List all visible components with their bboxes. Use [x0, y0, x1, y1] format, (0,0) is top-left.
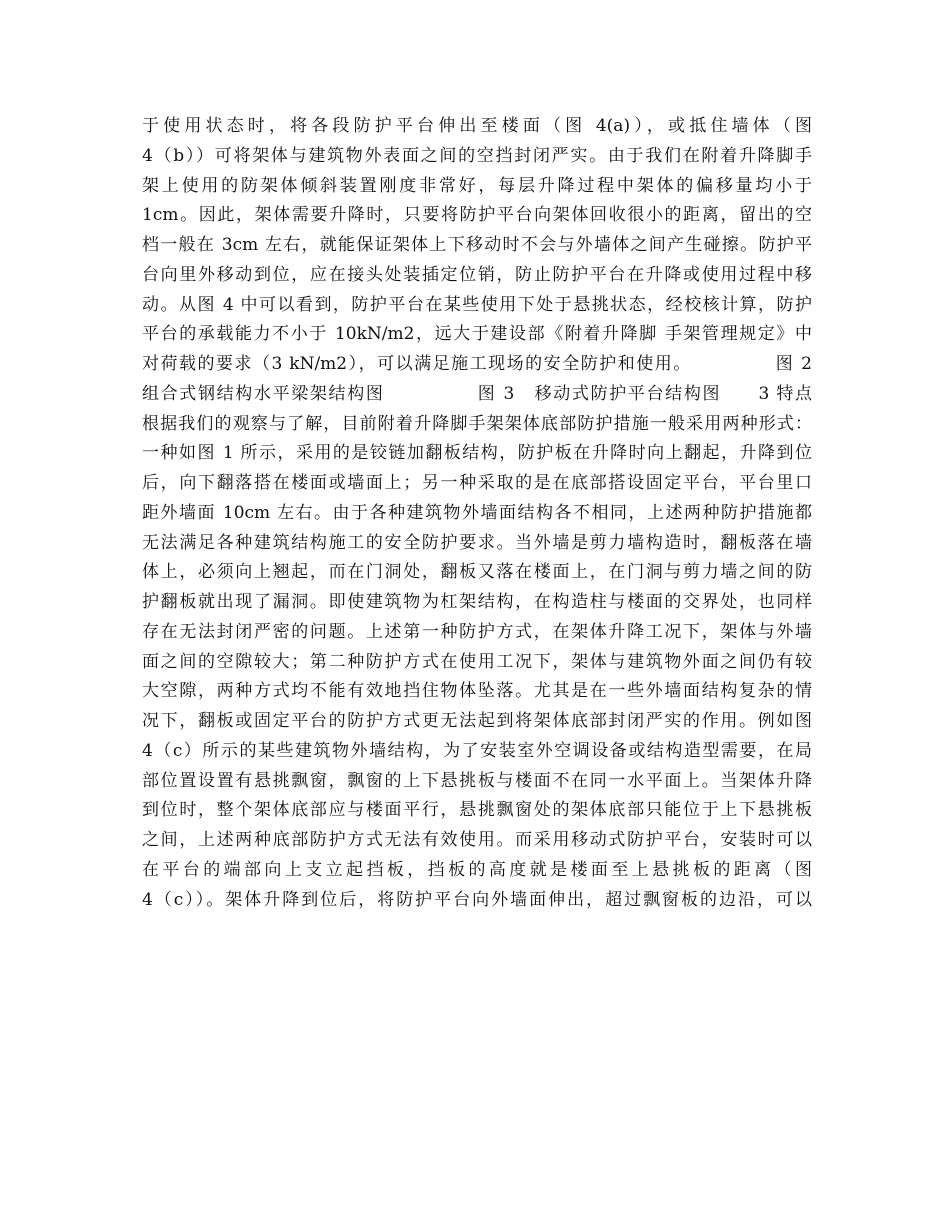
- text-line-8: 平台的承载能力不小于 10kN/m2，远大于建设部《附着升降脚 手架管理规定》中: [142, 324, 812, 345]
- text-line-22: 4（c）所示的某些建筑物外墙结构，为了安装室外空调设备或结构造型需要，在局: [142, 740, 812, 761]
- text-line-17: 护翻板就出现了漏洞。即使建筑物为杠架结构，在构造柱与楼面的交界处，也同样: [142, 592, 812, 612]
- body-text: [142, 112, 812, 915]
- text-line-6: 台向里外移动到位，应在接头处装插定位销，防止防护平台在升降或使用过程中移: [142, 264, 812, 285]
- text-line-11: 根据我们的观察与了解，目前附着升降脚手架架体底部防护措施一般采用两种形式：: [142, 413, 812, 434]
- text-line-5: 档一般在 3cm 左右，就能保证架体上下移动时不会与外墙体之间产生碰擦。防护平: [142, 235, 812, 255]
- text-line-21: 况下，翻板或固定平台的防护方式更无法起到将架体底部封闭严实的作用。例如图: [142, 711, 812, 731]
- text-line-10: 组合式钢结构水平梁架结构图 图 3 移动式防护平台结构图 3 特点: [142, 383, 812, 404]
- text-line-9: 对荷载的要求（3 kN/m2），可以满足施工现场的安全防护和使用。 图 2: [142, 354, 812, 374]
- text-line-16: 体上，必须向上翘起，而在门洞处，翻板又落在楼面上，在门洞与剪力墙之间的防: [142, 562, 812, 583]
- text-line-19: 面之间的空隙较大；第二种防护方式在使用工况下，架体与建筑物外面之间仍有较: [142, 651, 812, 672]
- text-line-24: 到位时，整个架体底部应与楼面平行，悬挑飘窗处的架体底部只能位于上下悬挑板: [142, 800, 812, 821]
- text-line-25: 之间，上述两种底部防护方式无法有效使用。而采用移动式防护平台，安装时可以: [142, 830, 812, 850]
- text-line-23: 部位置设置有悬挑飘窗，飘窗的上下悬挑板与楼面不在同一水平面上。当架体升降: [142, 770, 812, 791]
- text-line-7: 动。从图 4 中可以看到，防护平台在某些使用下处于悬挑状态，经校核计算，防护: [142, 294, 812, 315]
- text-line-1: 于使用状态时，将各段防护平台伸出至楼面（图 4(a)），或抵住墙体（图: [142, 116, 812, 136]
- text-line-2: 4（b））可将架体与建筑物外表面之间的空挡封闭严实。由于我们在附着升降脚手: [142, 145, 812, 166]
- text-line-26: 在平台的端部向上支立起挡板，挡板的高度就是楼面至上悬挑板的距离（图: [142, 859, 812, 880]
- text-line-14: 距外墙面 10cm 左右。由于各种建筑物外墙面结构各不相同，上述两种防护措施都: [142, 502, 812, 523]
- text-line-13: 后，向下翻落搭在楼面或墙面上；另一种采取的是在底部搭设固定平台，平台里口: [142, 473, 812, 493]
- text-line-15: 无法满足各种建筑结构施工的安全防护要求。当外墙是剪力墙构造时，翻板落在墙: [142, 532, 812, 553]
- text-line-12: 一种如图 1 所示，采用的是铰链加翻板结构，防护板在升降时向上翻起，升降到位: [142, 443, 812, 464]
- text-line-3: 架上使用的防架体倾斜装置刚度非常好，每层升降过程中架体的偏移量均小于: [142, 175, 812, 196]
- text-line-18: 存在无法封闭严密的问题。上述第一种防护方式，在架体升降工况下，架体与外墙: [142, 621, 812, 642]
- text-line-20: 大空隙，两种方式均不能有效地挡住物体坠落。尤其是在一些外墙面结构复杂的情: [142, 681, 812, 702]
- text-line-4: 1cm。因此，架体需要升降时，只要将防护平台向架体回收很小的距离，留出的空: [142, 205, 812, 226]
- text-line-27: 4（c））。架体升降到位后，将防护平台向外墙面伸出，超过飘窗板的边沿，可以: [142, 889, 812, 910]
